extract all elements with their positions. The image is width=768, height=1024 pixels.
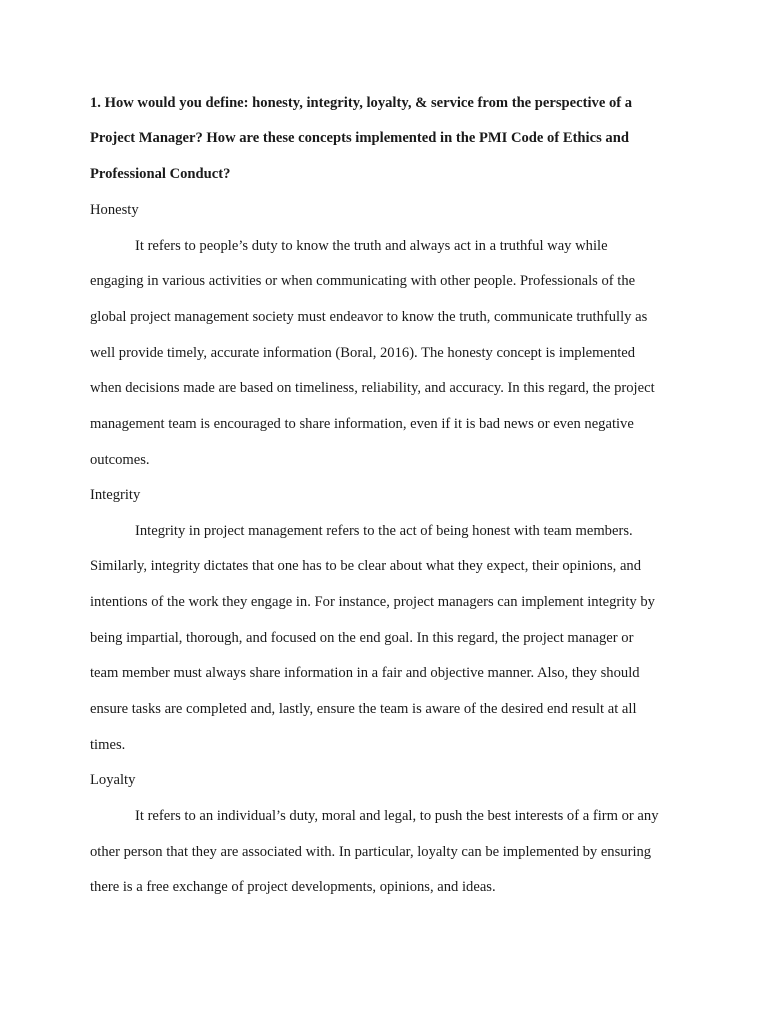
question-line: Professional Conduct? (90, 166, 231, 182)
paragraph-line: being impartial, thorough, and focused on the end goal. In this regard, the project manager or (90, 630, 634, 646)
paragraph-line: team member must always share information in a fair and objective manner. Also, they should (90, 665, 640, 681)
paragraph-line: outcomes. (90, 452, 150, 468)
paragraph-line: management team is encouraged to share information, even if it is bad news or even negative (90, 416, 634, 432)
question-line: Project Manager? How are these concepts implemented in the PMI Code of Ethics and (90, 130, 629, 146)
paragraph-line: Integrity in project management refers to the act of being honest with team members. (135, 523, 633, 539)
paragraph-line: well provide timely, accurate information (Boral, 2016). The honesty concept is implemented (90, 345, 636, 361)
paragraph-line: other person that they are associated with. In particular, loyalty can be implemented by ensuring (90, 844, 652, 860)
paragraph-line: It refers to an individual’s duty, moral and legal, to push the best interests of a firm or any (135, 808, 659, 824)
section-heading-integrity: Integrity (90, 487, 141, 503)
paragraph-line: Similarly, integrity dictates that one has to be clear about what they expect, their opinions, and (90, 558, 642, 574)
paragraph-line: times. (90, 737, 126, 753)
question-line: 1. How would you define: honesty, integrity, loyalty, & service from the perspective of a (90, 95, 633, 111)
paragraph-line: ensure tasks are completed and, lastly, ensure the team is aware of the desired end result at all (90, 701, 637, 717)
paragraph-line: there is a free exchange of project developments, opinions, and ideas. (90, 879, 496, 895)
paragraph-line: when decisions made are based on timeliness, reliability, and accuracy. In this regard, the project (90, 380, 655, 396)
paragraph-line: It refers to people’s duty to know the truth and always act in a truthful way while (135, 238, 608, 254)
paragraph-line: engaging in various activities or when communicating with other people. Professionals of the (90, 273, 636, 289)
section-heading-honesty: Honesty (90, 202, 139, 218)
paragraph-line: global project management society must endeavor to know the truth, communicate truthfully as (90, 309, 648, 325)
section-heading-loyalty: Loyalty (90, 772, 136, 788)
paragraph-line: intentions of the work they engage in. For instance, project managers can implement integrity by (90, 594, 655, 610)
